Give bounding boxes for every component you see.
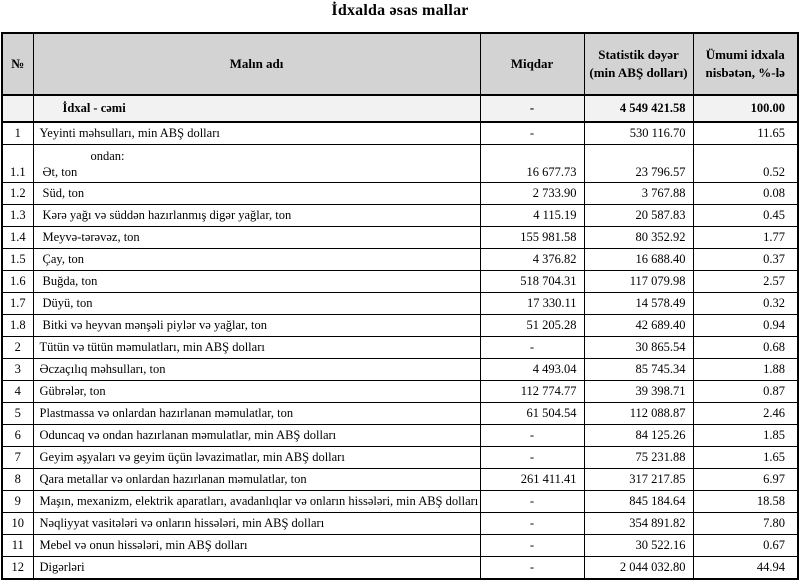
table-body (2, 95, 798, 579)
row-name-text: Ət, ton (42, 165, 78, 179)
row-num: 9 (2, 491, 33, 513)
row-value: 39 398.71 (584, 381, 693, 403)
row-quantity: - (480, 95, 584, 122)
row-name: Nəqliyyat vasitələri və onların hissələri, min ABŞ dolları (33, 513, 480, 535)
row-name: Tütün və tütün məmulatları, min ABŞ dolları (33, 337, 480, 359)
row-value: 30 522.16 (584, 535, 693, 557)
table-row (2, 337, 798, 359)
table-row (2, 513, 798, 535)
row-num: 5 (2, 403, 33, 425)
row-share: 0.32 (693, 293, 798, 315)
row-share: 0.94 (693, 315, 798, 337)
row-name (33, 145, 480, 183)
row-num: 1.6 (2, 271, 33, 293)
row-quantity: 4 115.19 (480, 205, 584, 227)
row-value: 317 217.85 (584, 469, 693, 491)
row-share: 0.45 (693, 205, 798, 227)
row-share: 2.46 (693, 403, 798, 425)
table-row (2, 293, 798, 315)
row-quantity: - (480, 337, 584, 359)
row-quantity: - (480, 425, 584, 447)
row-share: 2.57 (693, 271, 798, 293)
row-num: 1.3 (2, 205, 33, 227)
row-share: 1.85 (693, 425, 798, 447)
table-row (2, 359, 798, 381)
row-num: 10 (2, 513, 33, 535)
row-num: 12 (2, 557, 33, 580)
row-name: Kərə yağı və süddən hazırlanmış digər yağlar, ton (33, 205, 480, 227)
row-name: Düyü, ton (33, 293, 480, 315)
row-share: 100.00 (693, 95, 798, 122)
row-num: 8 (2, 469, 33, 491)
row-name: İdxal - cəmi (33, 95, 480, 122)
row-num: 7 (2, 447, 33, 469)
row-quantity: - (480, 513, 584, 535)
row-share: 1.77 (693, 227, 798, 249)
row-quantity: 16 677.73 (480, 145, 584, 183)
row-share: 0.68 (693, 337, 798, 359)
group-label: ondan: (90, 149, 125, 163)
row-name: Maşın, mexanizm, elektrik aparatları, avadanlıqlar və onların hissələri, min ABŞ dolları (33, 491, 480, 513)
row-num: 1.1 (2, 145, 33, 183)
table-row (2, 249, 798, 271)
row-name: Digərləri (33, 557, 480, 580)
row-name: Plastmassa və onlardan hazırlanan məmulatlar, ton (33, 403, 480, 425)
table-row (2, 122, 798, 145)
row-value: 16 688.40 (584, 249, 693, 271)
row-share: 1.88 (693, 359, 798, 381)
row-name: Bitki və heyvan mənşəli piylər və yağlar, ton (33, 315, 480, 337)
row-value: 3 767.88 (584, 183, 693, 205)
header-cell-num: № (2, 33, 33, 95)
row-quantity: - (480, 122, 584, 145)
table-row (2, 491, 798, 513)
row-value: 117 079.98 (584, 271, 693, 293)
row-quantity: 261 411.41 (480, 469, 584, 491)
row-quantity: 4 376.82 (480, 249, 584, 271)
row-value: 20 587.83 (584, 205, 693, 227)
row-share: 0.87 (693, 381, 798, 403)
row-value: 85 745.34 (584, 359, 693, 381)
row-quantity: 61 504.54 (480, 403, 584, 425)
row-share: 7.80 (693, 513, 798, 535)
row-num: 1.5 (2, 249, 33, 271)
table-row (2, 315, 798, 337)
row-name: Oduncaq və ondan hazırlanan məmulatlar, min ABŞ dolları (33, 425, 480, 447)
header-row (2, 33, 798, 95)
row-name: Çay, ton (33, 249, 480, 271)
header-cell-quantity: Miqdar (480, 33, 584, 95)
table-row (2, 557, 798, 580)
table-row (2, 447, 798, 469)
row-share: 0.37 (693, 249, 798, 271)
row-num: 1.8 (2, 315, 33, 337)
row-share: 0.67 (693, 535, 798, 557)
row-value: 4 549 421.58 (584, 95, 693, 122)
row-num: 6 (2, 425, 33, 447)
table-row (2, 271, 798, 293)
total-row (2, 95, 798, 122)
table-row (2, 403, 798, 425)
row-quantity: 2 733.90 (480, 183, 584, 205)
row-name: Qara metallar və onlardan hazırlanan məmulatlar, ton (33, 469, 480, 491)
row-value: 30 865.54 (584, 337, 693, 359)
row-share: 6.97 (693, 469, 798, 491)
imports-table (1, 32, 799, 580)
row-value: 84 125.26 (584, 425, 693, 447)
row-quantity: 4 493.04 (480, 359, 584, 381)
table-row (2, 205, 798, 227)
table-row (2, 381, 798, 403)
row-share: 44.94 (693, 557, 798, 580)
row-share: 1.65 (693, 447, 798, 469)
row-num: 3 (2, 359, 33, 381)
row-quantity: 518 704.31 (480, 271, 584, 293)
table-row (2, 145, 798, 183)
row-quantity: - (480, 447, 584, 469)
row-value: 23 796.57 (584, 145, 693, 183)
row-num: 11 (2, 535, 33, 557)
row-value: 80 352.92 (584, 227, 693, 249)
table-row (2, 183, 798, 205)
row-num (2, 95, 33, 122)
row-value: 2 044 032.80 (584, 557, 693, 580)
row-num: 4 (2, 381, 33, 403)
row-num: 1.7 (2, 293, 33, 315)
row-share: 0.08 (693, 183, 798, 205)
row-value: 42 689.40 (584, 315, 693, 337)
row-name: Gübrələr, ton (33, 381, 480, 403)
row-quantity: - (480, 557, 584, 580)
header-cell-name: Malın adı (33, 33, 480, 95)
row-num: 1.2 (2, 183, 33, 205)
row-quantity: 17 330.11 (480, 293, 584, 315)
row-value: 354 891.82 (584, 513, 693, 535)
imports-table-container (1, 32, 799, 574)
row-quantity: 112 774.77 (480, 381, 584, 403)
header-cell-value: Statistik dəyər (min ABŞ dolları) (584, 33, 693, 95)
row-name: Süd, ton (33, 183, 480, 205)
row-num: 1.4 (2, 227, 33, 249)
row-quantity: - (480, 535, 584, 557)
table-row (2, 469, 798, 491)
row-name: Meyvə-tərəvəz, ton (33, 227, 480, 249)
row-num: 2 (2, 337, 33, 359)
table-header (2, 33, 798, 95)
table-row (2, 425, 798, 447)
row-quantity: - (480, 491, 584, 513)
page-title: İdxalda əsas mallar (331, 2, 469, 19)
row-name: Yeyinti məhsulları, min ABŞ dolları (33, 122, 480, 145)
row-name: Buğda, ton (33, 271, 480, 293)
row-value: 112 088.87 (584, 403, 693, 425)
row-quantity: 51 205.28 (480, 315, 584, 337)
row-share: 11.65 (693, 122, 798, 145)
row-share: 18.58 (693, 491, 798, 513)
row-value: 530 116.70 (584, 122, 693, 145)
row-name: Geyim əşyaları və geyim üçün ləvazimatlar, min ABŞ dolları (33, 447, 480, 469)
row-quantity: 155 981.58 (480, 227, 584, 249)
row-value: 75 231.88 (584, 447, 693, 469)
row-num: 1 (2, 122, 33, 145)
row-name: Əczaçılıq məhsulları, ton (33, 359, 480, 381)
row-name: Mebel və onun hissələri, min ABŞ dolları (33, 535, 480, 557)
row-value: 845 184.64 (584, 491, 693, 513)
row-share: 0.52 (693, 145, 798, 183)
header-cell-share: Ümumi idxala nisbətən, %-lə (693, 33, 798, 95)
row-value: 14 578.49 (584, 293, 693, 315)
table-row (2, 227, 798, 249)
table-row (2, 535, 798, 557)
